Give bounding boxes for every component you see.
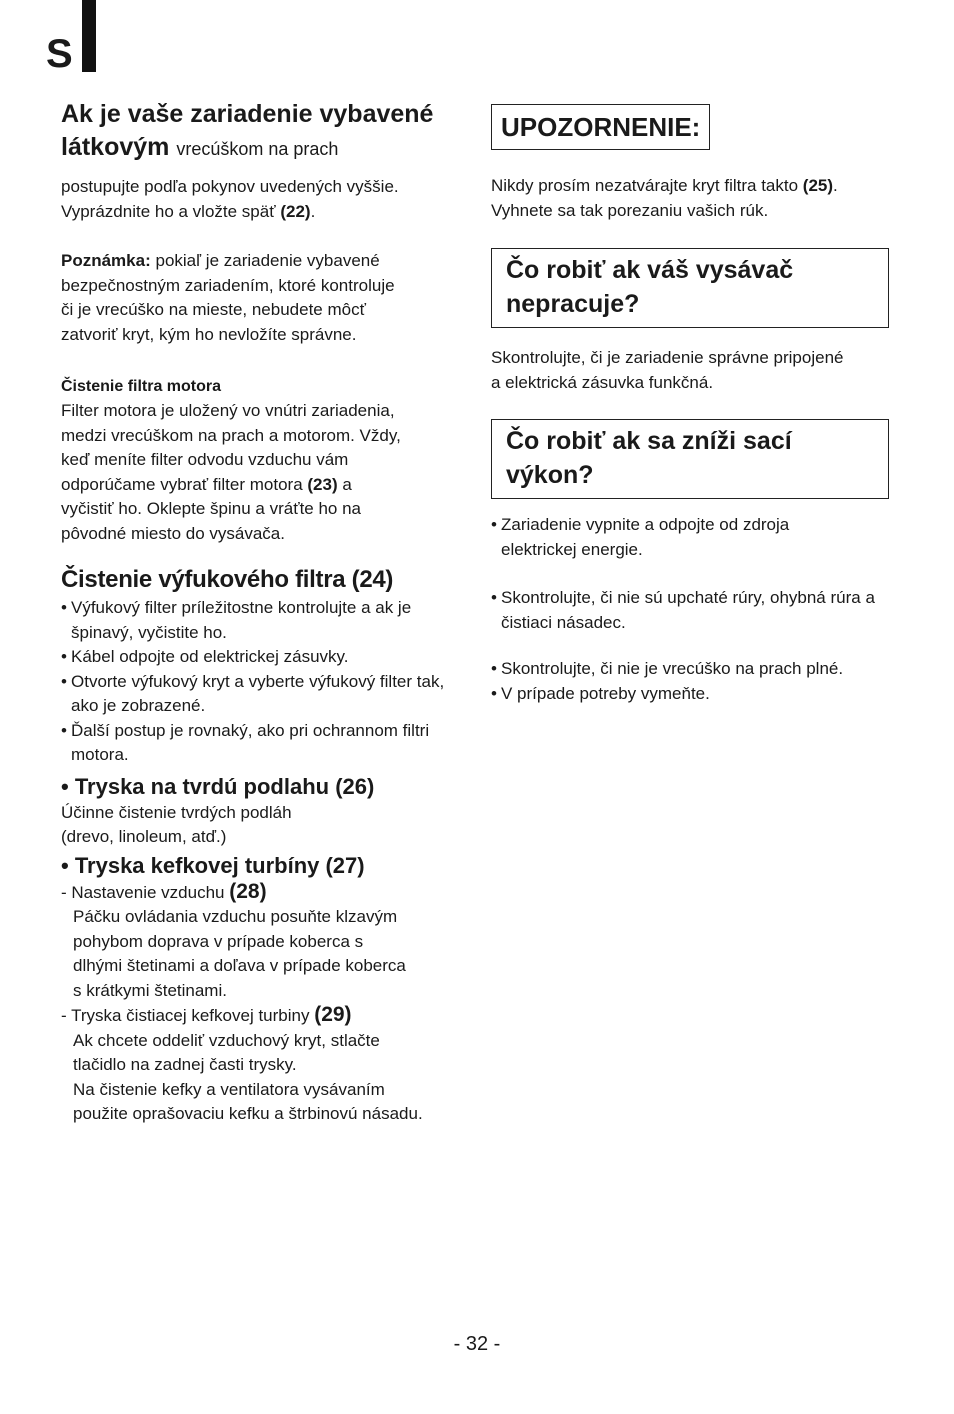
- not-working-title: [506, 253, 874, 321]
- hard-floor-line-1: Účinne čistenie tvrdých podláh: [61, 802, 292, 822]
- brush-line-2: tlačidlo na zadnej časti trysky.: [73, 1055, 297, 1074]
- list-item: • Otvorte výfukový kryt a vyberte výfukový filter tak, ako je zobrazené.: [61, 670, 461, 719]
- not-working-title-line2: nepracuje?: [506, 290, 640, 318]
- cloth-bag-heading-small: vrecúškom na prach: [176, 139, 339, 159]
- warning-suffix: .: [833, 176, 838, 195]
- not-working-box: [491, 248, 889, 328]
- list-item: • Skontrolujte, či nie je vrecúško na prach plné.: [491, 657, 891, 682]
- motor-line-4: odporúčame vybrať filter motora: [61, 474, 303, 494]
- note-paragraph: [61, 249, 481, 347]
- suction-list-3: [491, 657, 891, 706]
- motor-filter-heading: Čistenie filtra motora: [61, 378, 222, 395]
- note-line-3: či je vrecúško na mieste, nebudete môcť: [61, 300, 366, 319]
- brush-line-3: Na čistenie kefky a ventilatora vysávaním: [73, 1079, 385, 1099]
- page-number: - 32 -: [453, 1333, 501, 1355]
- note-line-2: bezpečnostným zariadením, ktoré kontroluje: [61, 275, 395, 295]
- exhaust-filter-heading: Čistenie výfukového filtra (24): [61, 566, 394, 593]
- right-column: [491, 104, 891, 706]
- cloth-bag-intro: [61, 175, 481, 224]
- air-line-4: s krátkymi štetinami.: [73, 980, 227, 1000]
- air-ref-28: (28): [229, 879, 267, 903]
- not-working-paragraph: [491, 346, 891, 395]
- list-item: • V prípade potreby vymeňte.: [491, 682, 891, 707]
- air-setting-paragraph: [61, 905, 481, 1003]
- brush-line-4: použite oprašovaciu kefku a štrbinovú násadu.: [73, 1104, 423, 1123]
- brush-turbine-text: - Tryska čistiacej kefkovej turbiny: [61, 1006, 310, 1025]
- brush-turbine-label: [61, 1003, 481, 1029]
- suction-title: [506, 424, 874, 492]
- list-item: • Ďalší postup je rovnaký, ako pri ochrannom filtri motora.: [61, 719, 461, 768]
- hard-floor-line-2: (drevo, linoleum, atď.): [61, 827, 227, 846]
- motor-line-5: vyčistiť ho. Oklepte špinu a vráťte ho na: [61, 499, 362, 518]
- list-item: • Kábel odpojte od elektrickej zásuvky.: [61, 645, 461, 670]
- brush-line-1: Ak chcete oddeliť vzduchový kryt, stlačte: [73, 1030, 380, 1050]
- air-line-1: Páčku ovládania vzduchu posuňte klzavým: [73, 907, 398, 926]
- air-line-3: dlhými štetinami a doľava v prípade koberca: [73, 956, 406, 975]
- motor-line-2: medzi vrecúškom na prach a motorom. Vždy,: [61, 425, 401, 445]
- list-item: • Skontrolujte, či nie sú upchaté rúry, ohybná rúra a čistiaci násadec.: [491, 586, 881, 635]
- cloth-bag-heading-bold: látkovým: [61, 133, 170, 161]
- not-working-line-2: a elektrická zásuvka funkčná.: [491, 372, 714, 392]
- not-working-line-1: Skontrolujte, či je zariadenie správne pripojené: [491, 348, 844, 367]
- brush-turbine-paragraph: [61, 1029, 481, 1127]
- air-line-2: pohybom doprava v prípade koberca s: [73, 931, 364, 951]
- air-setting-text: - Nastavenie vzduchu: [61, 882, 225, 902]
- brush-ref-29: (29): [314, 1003, 352, 1026]
- not-working-title-line1: Čo robiť ak váš vysávač: [506, 256, 794, 284]
- suction-title-line1: Čo robiť ak sa zníži sací: [506, 427, 792, 455]
- warning-box: [491, 104, 710, 150]
- cloth-bag-heading-line1: Ak je vaše zariadenie vybavené: [61, 100, 434, 128]
- suction-box: [491, 419, 889, 499]
- intro-ref-22: (22): [280, 201, 311, 221]
- warning-ref-25: (25): [802, 176, 834, 195]
- suction-list-1: [491, 513, 861, 562]
- language-marker: S: [46, 32, 73, 76]
- motor-line-1: Filter motora je uložený vo vnútri zariadenia,: [61, 401, 395, 420]
- motor-filter-paragraph: [61, 399, 481, 546]
- motor-line-4-suffix: a: [342, 474, 352, 494]
- warning-line-2: Vyhnete sa tak porezaniu vašich rúk.: [491, 200, 769, 220]
- suction-list-2: [491, 586, 881, 635]
- note-label: Poznámka:: [61, 251, 151, 270]
- warning-line-1: Nikdy prosím nezatvárajte kryt filtra takto: [491, 176, 799, 195]
- motor-line-3: keď meníte filter odvodu vzduchu vám: [61, 450, 349, 469]
- warning-title: UPOZORNENIE:: [501, 112, 701, 142]
- note-line-1: pokiaľ je zariadenie vybavené: [155, 251, 380, 270]
- language-marker-bar: [82, 0, 96, 72]
- hard-floor-heading: • Tryska na tvrdú podlahu (26): [61, 773, 375, 799]
- warning-paragraph: [491, 174, 891, 223]
- hard-floor-paragraph: [61, 801, 481, 850]
- list-item: • Výfukový filter príležitostne kontrolujte a ak je špinavý, vyčistite ho.: [61, 596, 461, 645]
- turbo-brush-heading: • Tryska kefkovej turbíny (27): [61, 852, 365, 878]
- note-line-4: zatvoriť kryt, kým ho nevložíte správne.: [61, 324, 357, 344]
- suction-title-line2: výkon?: [506, 461, 594, 489]
- intro-suffix: .: [310, 201, 316, 221]
- left-column: [61, 98, 481, 1127]
- intro-line-2: Vyprázdnite ho a vložte späť: [61, 201, 276, 221]
- motor-ref-23: (23): [307, 474, 338, 494]
- list-item: • Zariadenie vypnite a odpojte od zdroja elektrickej energie.: [491, 513, 861, 562]
- air-setting-label: [61, 880, 481, 906]
- motor-line-6: pôvodné miesto do vysávača.: [61, 523, 285, 543]
- cloth-bag-heading: [61, 98, 481, 166]
- exhaust-filter-list: [61, 596, 461, 768]
- intro-line-1: postupujte podľa pokynov uvedených vyššie.: [61, 177, 399, 196]
